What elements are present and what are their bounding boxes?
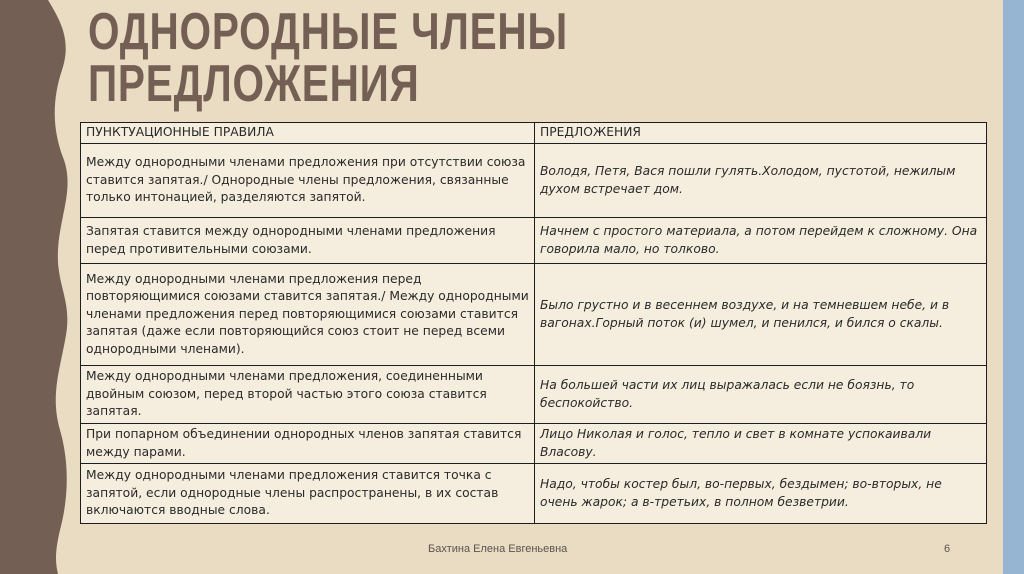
table-row [81,264,987,366]
example-cell: Надо, чтобы костер был, во-первых, бездымен; во-вторых, не очень жарок; а в-третьих, в полном безветрии. [535,464,987,524]
table-row [81,144,987,218]
table-row [81,218,987,264]
table-row [81,464,987,524]
header-examples: ПРЕДЛОЖЕНИЯ [535,123,987,144]
rule-cell: Между однородными членами предложения перед повторяющимися союзами ставится запятая./ Между однородными членами предложения перед повторяющимися союзами ставится запятая (даже если повторяющийся союз стоит не перед всеми однородными членами). [81,264,535,366]
title-line-1: ОДНОРОДНЫЕ ЧЛЕНЫ [88,3,568,61]
table-row [81,366,987,424]
table-row [81,424,987,464]
footer-author: Бахтина Елена Евгеньевна [428,543,568,555]
page-number: 6 [944,543,951,555]
example-cell: Было грустно и в весеннем воздухе, и на темневшем небе, и в вагонах.Горный поток (и) шумел, и пенился, и бился о скалы. [535,264,987,366]
example-cell: На большей части их лиц выражалась если не боязнь, то беспокойство. [535,366,987,424]
rules-table-container [80,122,986,524]
rule-cell: Запятая ставится между однородными членами предложения перед противительными союзами. [81,218,535,264]
example-cell: Начнем с простого материала, а потом перейдем к сложному. Она говорила мало, но толково. [535,218,987,264]
title-line-2: ПРЕДЛОЖЕНИЯ [88,55,420,113]
rule-cell: Между однородными членами предложения при отсутствии союза ставится запятая./ Однородные члены предложения, связанные только интонацией, разделяются запятой. [81,144,535,218]
slide-title [88,3,568,113]
rule-cell: Между однородными членами предложения, соединенными двойным союзом, перед второй частью этого союза ставится запятая. [81,366,535,424]
rule-cell: При попарном объединении однородных членов запятая ставится между парами. [81,424,535,464]
table-header-row [81,123,987,144]
rules-table [80,122,987,524]
header-rules: ПУНКТУАЦИОННЫЕ ПРАВИЛА [81,123,535,144]
example-cell: Лицо Николая и голос, тепло и свет в комнате успокаивали Власову. [535,424,987,464]
rule-cell: Между однородными членами предложения ставится точка с запятой, если однородные члены распространены, в их состав включаются вводные слова. [81,464,535,524]
decorative-wavy-band [0,0,80,574]
decorative-blue-strip [1003,0,1024,574]
example-cell: Володя, Петя, Вася пошли гулять.Холодом, пустотой, нежилым духом встречает дом. [535,144,987,218]
